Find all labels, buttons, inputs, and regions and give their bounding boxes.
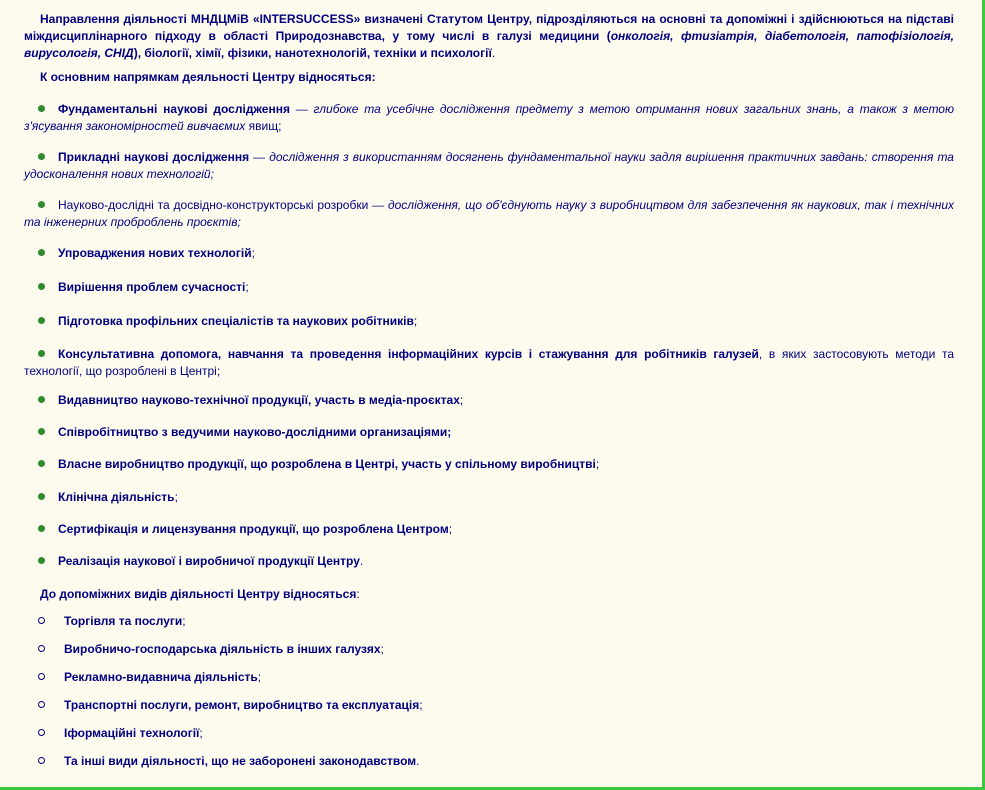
item-tail: . (416, 754, 420, 768)
list-item (24, 697, 954, 714)
item-term: Підготовка профільних спеціалістів та наукових робітників (58, 314, 414, 328)
item-term: Сертифікація и лицензування продукції, що розроблена Центром (58, 522, 449, 536)
item-tail: ; (413, 314, 418, 328)
item-term: Консультативна допомога, навчання та проведення інформаційних курсів і стажування для робітників галузей (58, 347, 759, 361)
list-item (24, 279, 954, 296)
item-tail: ; (419, 698, 423, 712)
item-description: — глибоке та усебічне дослідження предмету з метою отримання нових загальних знань, а також з метою з'ясування закономірностей вивчаємих (24, 102, 955, 133)
item-tail: . (359, 554, 364, 568)
aux-heading-text: До допоміжних видів діяльності Центру відносяться (40, 587, 357, 601)
aux-directions-heading (24, 586, 954, 603)
filled-circle-bullet-icon (38, 525, 45, 532)
item-tail: ; (257, 670, 262, 684)
item-description: — дослідження з використанням досягнень фундаментальної науки задля вирішення практичних завдань: створення та удосконалення нових технологій; (24, 150, 954, 181)
filled-circle-bullet-icon (38, 105, 45, 112)
item-term: Видавництво науково-технічної продукції, участь в медіа-проєктах (58, 393, 460, 407)
filled-circle-bullet-icon (38, 153, 45, 160)
list-item (24, 553, 954, 570)
intro-end: . (491, 46, 496, 60)
filled-circle-bullet-icon (38, 283, 45, 290)
item-description: — дослідження, що об'єднують науку з виробництвом для забезпечення як наукових, так і технічних та інженерних проброблень проєктів; (24, 198, 954, 229)
list-item (24, 489, 954, 506)
list-item (24, 346, 954, 380)
intro-lead: Направлення діяльності МНДЦМіВ «INTERSUCCESS» визначені Статутом Центру, підрозділяються на основні та допоміжні і здійснюються на підставі міждисциплінарного підходу в області Природознавства, у тому числі в галузі медицини ( (24, 12, 954, 43)
main-directions-list (24, 101, 954, 570)
filled-circle-bullet-icon (38, 428, 45, 435)
hollow-circle-bullet-icon (38, 673, 45, 680)
item-tail: ; (182, 614, 186, 628)
item-term: Виробничо-господарська діяльність в інших галузях (64, 642, 381, 656)
aux-directions-list (24, 613, 954, 770)
filled-circle-bullet-icon (38, 249, 45, 256)
article-body (24, 11, 954, 770)
list-item (24, 641, 954, 658)
hollow-circle-bullet-icon (38, 645, 45, 652)
list-item (24, 521, 954, 538)
item-term: Фундаментальні наукові дослідження (58, 102, 290, 116)
item-term: Упроваджения нових технологій (58, 246, 252, 260)
item-term: Реалізація наукової і виробничої продукції Центру (58, 554, 360, 568)
main-directions-heading: К основним напрямкам деяльності Центру відносяться: (40, 70, 376, 84)
filled-circle-bullet-icon (38, 201, 45, 208)
item-lead: Науково-дослідні та досвідно-конструкторські розробки (58, 198, 369, 212)
item-term: Та інші види діяльності, що не заборонені законодавством (64, 754, 417, 768)
item-term: Іформаційні технології (64, 726, 200, 740)
intro-medical-fields: онкологія, фтизіатрія, діабетологія, патофізіологія, вирусологія, СНІД (24, 29, 954, 60)
aux-heading-end: : (356, 587, 360, 601)
list-item (24, 613, 954, 630)
item-tail: ; (199, 726, 203, 740)
item-tail: ; (595, 457, 600, 471)
hollow-circle-bullet-icon (38, 617, 45, 624)
item-tail: явищ; (245, 119, 282, 133)
list-item (24, 197, 954, 231)
list-item (24, 101, 954, 135)
list-item (24, 245, 954, 262)
list-item (24, 149, 954, 183)
filled-circle-bullet-icon (38, 460, 45, 467)
item-tail: ; (245, 280, 249, 294)
hollow-circle-bullet-icon (38, 729, 45, 736)
item-term: Транспортні послуги, ремонт, виробництво та експлуатація (64, 698, 420, 712)
filled-circle-bullet-icon (38, 396, 45, 403)
item-tail: ; (459, 393, 464, 407)
item-term: Прикладні наукові дослідження (58, 150, 250, 164)
item-term: Торгівля та послуги (64, 614, 183, 628)
item-tail: ; (251, 246, 255, 260)
intro-paragraph (24, 11, 954, 62)
item-term: Рекламно-видавнича діяльність (64, 670, 258, 684)
item-tail: ; (448, 522, 453, 536)
filled-circle-bullet-icon (38, 493, 45, 500)
list-item (24, 669, 954, 686)
hollow-circle-bullet-icon (38, 757, 45, 764)
item-term: Клінічна діяльність (58, 490, 175, 504)
hollow-circle-bullet-icon (38, 701, 45, 708)
intro-tail: ), біології, хімії, фізики, нанотехнологій, техніки и психології (133, 46, 492, 60)
list-item (24, 753, 954, 770)
list-item (24, 392, 954, 409)
item-tail: ; (380, 642, 384, 656)
item-tail: , в яких застосовують методи та технології, що розроблені в Центрі; (24, 347, 954, 378)
list-item (24, 725, 954, 742)
item-tail: ; (174, 490, 178, 504)
list-item (24, 456, 954, 473)
item-term: Вирішення проблем сучасності (58, 280, 246, 294)
list-item (24, 313, 954, 330)
filled-circle-bullet-icon (38, 350, 45, 357)
item-term: Співробітництво з ведучими науково-дослідними организаціями; (58, 425, 452, 439)
list-item (24, 424, 954, 441)
filled-circle-bullet-icon (38, 317, 45, 324)
filled-circle-bullet-icon (38, 557, 45, 564)
item-term: Власне виробництво продукції, що розроблена в Центрі, участь у спільному виробництві (58, 457, 596, 471)
